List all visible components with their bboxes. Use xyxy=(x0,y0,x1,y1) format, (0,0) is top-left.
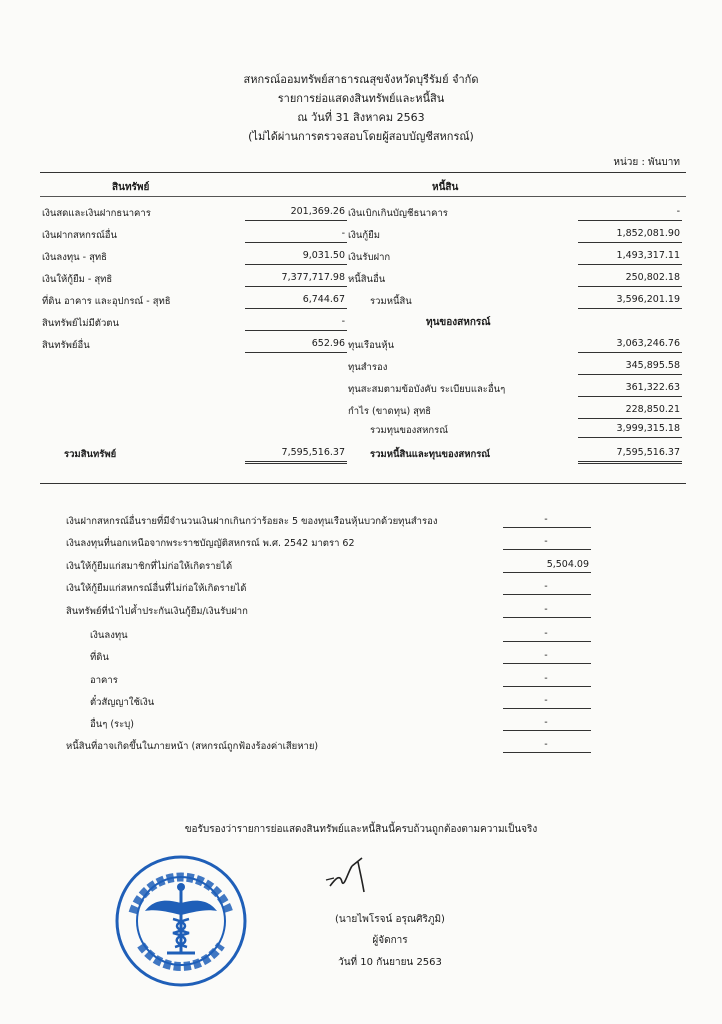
note-value: - xyxy=(544,581,548,592)
note-label: สินทรัพย์ที่นำไปค้ำประกันเงินกู้ยืม/เงินรับฝาก xyxy=(66,606,248,617)
note-label: เงินลงทุนที่นอกเหนือจากพระราชบัญญัติสหกรณ์ พ.ศ. 2542 มาตรา 62 xyxy=(66,538,355,549)
equity-total-value: 3,999,315.18 xyxy=(616,423,680,434)
underline xyxy=(578,396,682,397)
underline xyxy=(503,617,591,618)
balance-table xyxy=(40,172,686,484)
note-value: - xyxy=(544,695,548,706)
note-label: เงินลงทุน xyxy=(90,630,128,641)
underline xyxy=(578,352,682,353)
report-title: รายการย่อแสดงสินทรัพย์และหนี้สิน xyxy=(277,92,445,105)
equity-heading: ทุนของสหกรณ์ xyxy=(426,317,491,328)
underline xyxy=(578,264,682,265)
note-value: 5,504.09 xyxy=(546,559,589,570)
note-label: เงินให้กู้ยืมแก่สมาชิกที่ไม่ก่อให้เกิดรายได้ xyxy=(66,561,233,572)
underline xyxy=(578,308,682,309)
underline xyxy=(578,437,682,438)
double-underline xyxy=(578,461,682,464)
liability-label: หนี้สินอื่น xyxy=(348,274,386,285)
liability-value: - xyxy=(676,206,680,217)
equity-label: ทุนสะสมตามข้อบังคับ ระเบียบและอื่นๆ xyxy=(348,384,506,395)
underline xyxy=(503,730,591,731)
asset-value: 201,369.26 xyxy=(290,206,345,217)
underline xyxy=(245,352,347,353)
equity-label: ทุนเรือนหุ้น xyxy=(348,340,395,351)
note-value: - xyxy=(544,650,548,661)
equity-value: 345,895.58 xyxy=(625,360,680,371)
asset-label: ที่ดิน อาคาร และอุปกรณ์ - สุทธิ xyxy=(42,296,171,307)
note-label: อาคาร xyxy=(90,675,118,686)
underline xyxy=(245,220,347,221)
underline xyxy=(578,418,682,419)
note-label: ตั๋วสัญญาใช้เงิน xyxy=(90,697,155,708)
equity-label: กำไร (ขาดทุน) สุทธิ xyxy=(348,406,432,417)
asset-label: เงินสดและเงินฝากธนาคาร xyxy=(42,208,151,219)
underline xyxy=(503,641,591,642)
asset-label: สินทรัพย์อื่น xyxy=(42,340,90,351)
note-label: ที่ดิน xyxy=(90,652,109,663)
liability-total-value: 3,596,201.19 xyxy=(616,294,680,305)
liability-value: 1,852,081.90 xyxy=(616,228,680,239)
total-assets-value: 7,595,516.37 xyxy=(281,447,345,458)
note-value: - xyxy=(544,536,548,547)
equity-value: 3,063,246.76 xyxy=(616,338,680,349)
note-label: เงินให้กู้ยืมแก่สหกรณ์อื่นที่ไม่ก่อให้เกิดรายได้ xyxy=(66,583,247,594)
underline xyxy=(245,264,347,265)
signer-title: ผู้จัดการ xyxy=(372,935,408,946)
note-label: เงินฝากสหกรณ์อื่นรายที่มีจำนวนเงินฝากเกินกว่าร้อยละ 5 ของทุนเรือนหุ้นบวกด้วยทุนสำรอง xyxy=(66,516,438,527)
asset-value: - xyxy=(341,316,345,327)
asset-label: สินทรัพย์ไม่มีตัวตน xyxy=(42,318,119,329)
underline xyxy=(578,220,682,221)
note-value: - xyxy=(544,514,548,525)
underline xyxy=(503,663,591,664)
equity-value: 361,322.63 xyxy=(625,382,680,393)
underline xyxy=(245,242,347,243)
total-assets-label: รวมสินทรัพย์ xyxy=(64,449,117,460)
underline xyxy=(245,330,347,331)
note-value: - xyxy=(544,673,548,684)
asset-label: เงินให้กู้ยืม - สุทธิ xyxy=(42,274,113,285)
underline xyxy=(503,708,591,709)
asset-value: - xyxy=(341,228,345,239)
note-value: - xyxy=(544,717,548,728)
signature-icon xyxy=(322,852,382,897)
underline xyxy=(245,308,347,309)
asset-label: เงินลงทุน - สุทธิ xyxy=(42,252,107,263)
assets-heading: สินทรัพย์ xyxy=(112,182,150,193)
underline xyxy=(503,752,591,753)
equity-total-label: รวมทุนของสหกรณ์ xyxy=(370,425,449,436)
liability-label: เงินกู้ยืม xyxy=(348,230,380,241)
liability-total-label: รวมหนี้สิน xyxy=(370,296,412,307)
note-value: - xyxy=(544,628,548,639)
total-liab-equity-label: รวมหนี้สินและทุนของสหกรณ์ xyxy=(370,449,491,460)
underline xyxy=(503,527,591,528)
liability-value: 1,493,317.11 xyxy=(616,250,680,261)
liability-value: 250,802.18 xyxy=(625,272,680,283)
liabilities-heading: หนี้สิน xyxy=(432,182,459,193)
underline xyxy=(578,374,682,375)
total-liab-equity-value: 7,595,516.37 xyxy=(616,447,680,458)
audit-note: (ไม่ได้ผ่านการตรวจสอบโดยผู้สอบบัญชีสหกรณ์) xyxy=(248,130,474,143)
cooperative-seal-icon xyxy=(113,853,249,989)
asset-label: เงินฝากสหกรณ์อื่น xyxy=(42,230,117,241)
underline xyxy=(578,242,682,243)
unit-label: หน่วย : พันบาท xyxy=(613,157,680,168)
equity-value: 228,850.21 xyxy=(625,404,680,415)
document-header xyxy=(0,70,722,146)
underline xyxy=(503,686,591,687)
asset-value: 652.96 xyxy=(311,338,345,349)
asset-value: 7,377,717.98 xyxy=(281,272,345,283)
liability-label: เงินเบิกเกินบัญชีธนาคาร xyxy=(348,208,448,219)
double-underline xyxy=(245,461,347,464)
signature-date: วันที่ 10 กันยายน 2563 xyxy=(338,957,442,968)
note-label: หนี้สินที่อาจเกิดขึ้นในภายหน้า (สหกรณ์ถูกฟ้องร้องค่าเสียหาย) xyxy=(66,741,319,752)
header-rule xyxy=(40,196,686,197)
underline xyxy=(503,549,591,550)
note-label: อื่นๆ (ระบุ) xyxy=(90,719,134,730)
liability-label: เงินรับฝาก xyxy=(348,252,391,263)
asset-value: 6,744.67 xyxy=(302,294,345,305)
report-date: ณ วันที่ 31 สิงหาคม 2563 xyxy=(297,111,425,124)
org-name: สหกรณ์ออมทรัพย์สาธารณสุขจังหวัดบุรีรัมย์ จำกัด xyxy=(243,73,479,86)
certification-text: ขอรับรองว่ารายการย่อแสดงสินทรัพย์และหนี้สินนี้ครบถ้วนถูกต้องตามความเป็นจริง xyxy=(184,824,538,835)
note-value: - xyxy=(544,604,548,615)
equity-label: ทุนสำรอง xyxy=(348,362,388,373)
underline xyxy=(503,594,591,595)
underline xyxy=(503,572,591,573)
underline xyxy=(245,286,347,287)
signer-name: (นายไพโรจน์ อรุณศิริภูมิ) xyxy=(335,914,445,925)
asset-value: 9,031.50 xyxy=(302,250,345,261)
note-value: - xyxy=(544,739,548,750)
underline xyxy=(578,286,682,287)
